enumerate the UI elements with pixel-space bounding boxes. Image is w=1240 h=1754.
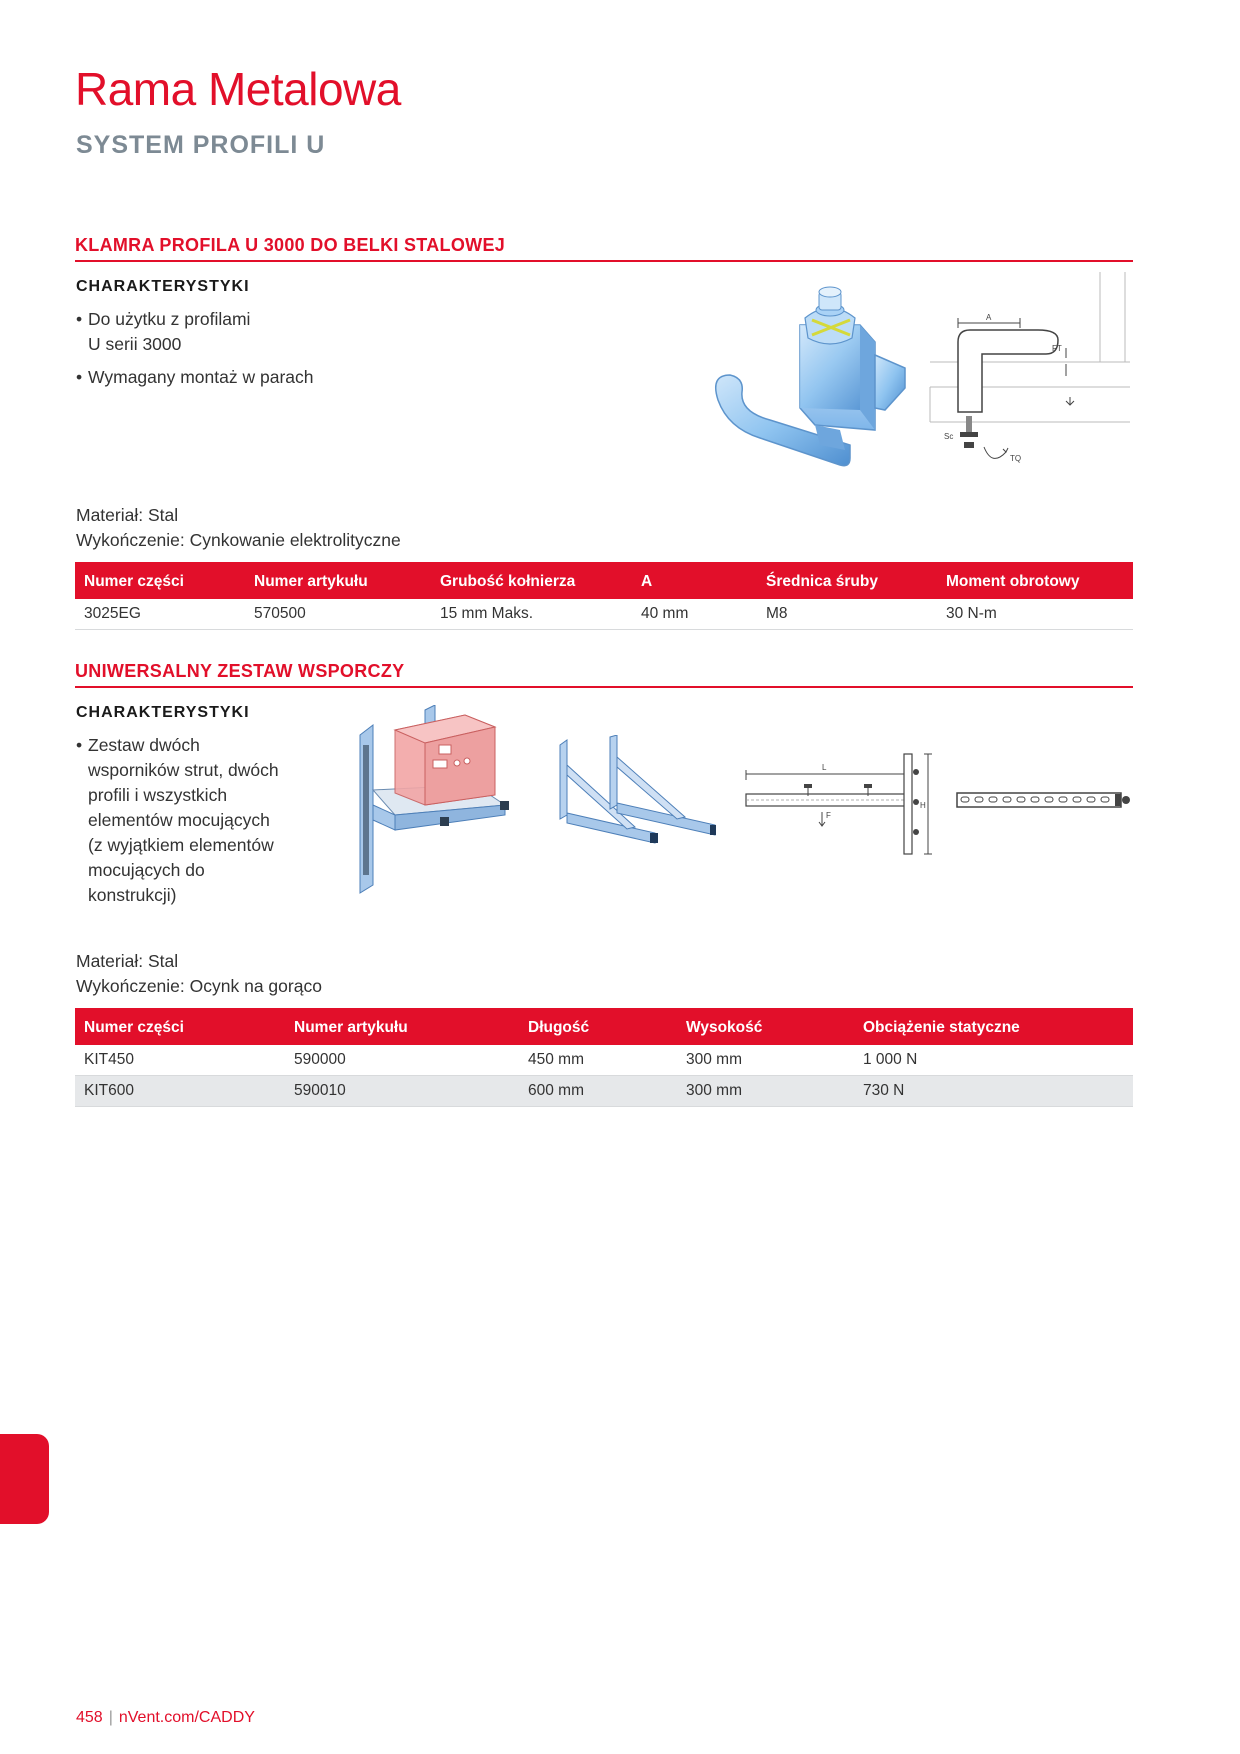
column-header: Numer części [75,562,245,599]
table-row [75,599,1133,630]
page-number: 458 [76,1709,103,1726]
column-header: Obciążenie statyczne [854,1008,1133,1045]
table-cell: 590000 [285,1045,519,1076]
material-text: Materiał: Stal [76,951,179,971]
table-cell: 450 mm [519,1045,677,1076]
column-header: Długość [519,1008,677,1045]
table-cell: 600 mm [519,1076,677,1107]
feature-line: wsporników strut, dwóch [88,760,279,780]
table-cell: 1 000 N [854,1045,1133,1076]
feature-list [76,733,356,916]
table-cell: 3025EG [75,599,245,630]
beam-clamp-image [700,280,940,470]
table-cell: 590010 [285,1076,519,1107]
feature-line: Zestaw dwóch [88,735,200,755]
material-text: Materiał: Stal [76,505,179,525]
column-header: Numer artykułu [245,562,431,599]
footer-separator: | [108,1709,113,1726]
column-header: Moment obrotowy [937,562,1133,599]
table-header-row [75,1008,1133,1045]
characteristics-label: CHARAKTERYSTYKI [76,278,250,295]
page-title: Rama Metalowa [75,63,401,115]
spec-table-beam-clamp [75,562,1133,630]
feature-line: U serii 3000 [88,334,182,354]
support-kit-brackets-image [555,735,720,855]
table-row [75,1045,1133,1076]
table-cell: KIT450 [75,1045,285,1076]
dimension-label-tq: TQ [1010,454,1022,463]
column-header: Grubość kołnierza [431,562,632,599]
table-cell: 300 mm [677,1045,854,1076]
feature-line: konstrukcji) [88,885,177,905]
table-cell: 300 mm [677,1076,854,1107]
table-header-row [75,562,1133,599]
feature-line: profili i wszystkich [88,785,228,805]
support-kit-dimension-drawing [740,752,940,857]
feature-line: Wymagany montaż w parach [88,367,314,387]
table-cell: 15 mm Maks. [431,599,632,630]
feature-item [76,733,356,908]
dimension-label-ft: FT [1052,344,1062,353]
column-header: Wysokość [677,1008,854,1045]
column-header: A [632,562,757,599]
page-footer [76,1709,255,1727]
finish-text: Wykończenie: Ocynk na gorąco [76,976,322,996]
dimension-label-sc: Sc [944,432,954,441]
characteristics-label: CHARAKTERYSTYKI [76,704,250,721]
slotted-strut-image [955,785,1135,815]
chapter-tab-marker [0,1434,49,1524]
table-cell: 730 N [854,1076,1133,1107]
feature-list [76,307,406,398]
section-heading-support-kit: UNIWERSALNY ZESTAW WSPORCZY [75,661,1133,688]
feature-line: Do użytku z profilami [88,309,251,329]
feature-line: (z wyjątkiem elementów [88,835,274,855]
dimension-label-l: L [822,763,827,772]
feature-item [76,365,406,390]
feature-line: elementów mocujących [88,810,270,830]
feature-line: mocujących do [88,860,205,880]
finish-text: Wykończenie: Cynkowanie elektrolityczne [76,530,401,550]
page-subtitle: SYSTEM PROFILI U [76,131,326,159]
support-kit-installed-image [355,705,515,895]
table-cell: 570500 [245,599,431,630]
table-row [75,1076,1133,1107]
dimension-label-f: F [826,811,831,820]
section-heading-beam-clamp: KLAMRA PROFILA U 3000 DO BELKI STALOWEJ [75,235,1133,262]
table-cell: M8 [757,599,937,630]
dimension-label-a: A [986,313,992,322]
footer-site-link[interactable]: nVent.com/CADDY [118,1709,255,1726]
table-cell: 40 mm [632,599,757,630]
column-header: Średnica śruby [757,562,937,599]
spec-table-support-kit [75,1008,1133,1107]
beam-clamp-dimension-drawing [920,272,1132,472]
feature-item [76,307,406,357]
table-cell: 30 N-m [937,599,1133,630]
column-header: Numer części [75,1008,285,1045]
column-header: Numer artykułu [285,1008,519,1045]
table-cell: KIT600 [75,1076,285,1107]
dimension-label-h: H [920,801,926,810]
